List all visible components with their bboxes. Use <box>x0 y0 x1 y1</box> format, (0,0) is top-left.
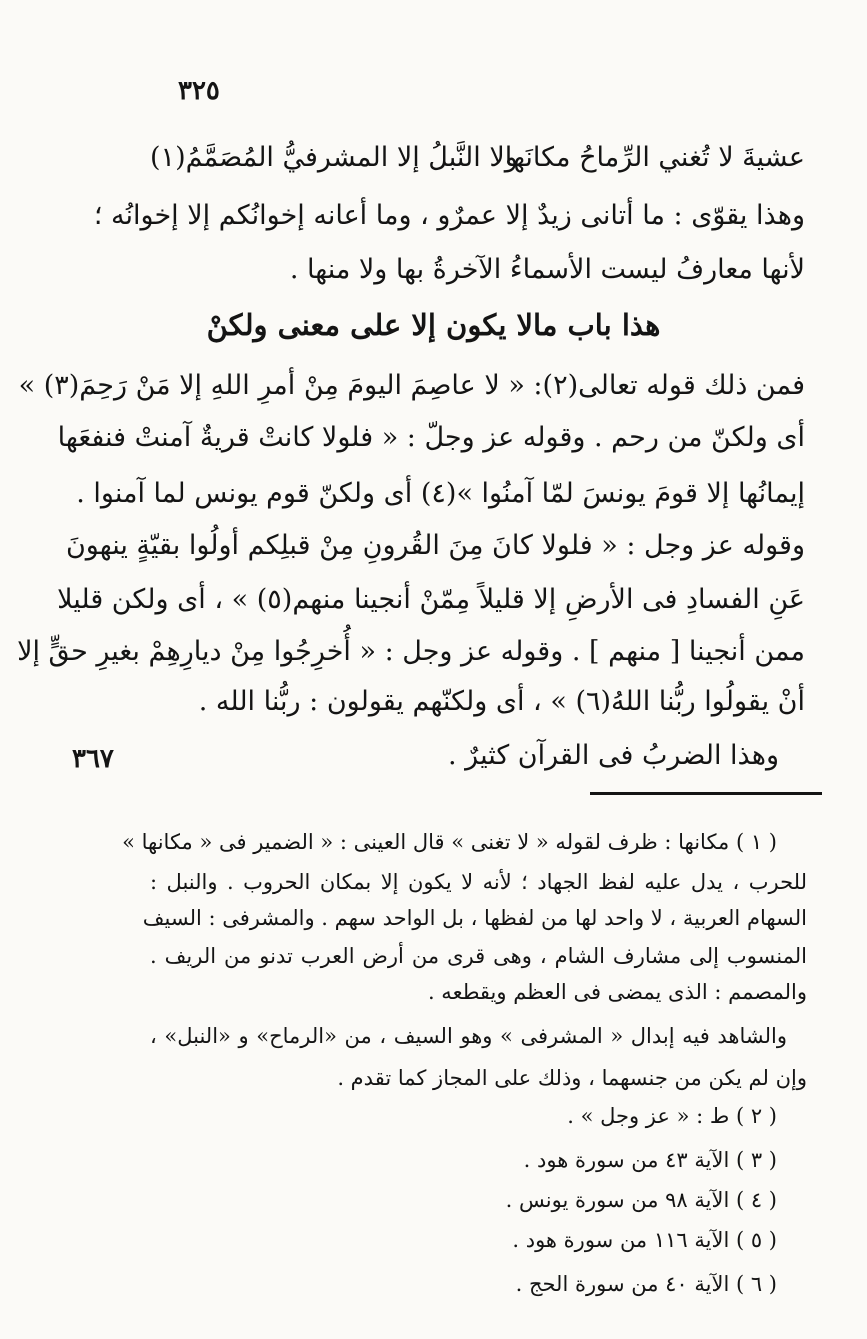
margin-number: ٣٦٧ <box>72 744 114 774</box>
body-line: أى ولكنّ من رحم . وقوله عز وجلّ : « فلولا كانتْ قريةٌ آمنتْ فنفعَها <box>57 422 805 453</box>
verse-first-hemistich: عشيةَ لا تُغني الرِّماحُ مكانَها <box>504 142 805 173</box>
footnote-reference: ( ٢ ) ط : « عز وجل » . <box>567 1104 777 1128</box>
footnote-reference: ( ٥ ) الآية ١١٦ من سورة هود . <box>512 1228 777 1252</box>
section-heading: هذا باب مالا يكون إلا على معنى ولكنْ <box>206 308 661 342</box>
verse-second-hemistich: ولا النَّبلُ إلا المشرفيُّ المُصَمَّمُ(١) <box>150 142 518 173</box>
footnote-reference: ( ٦ ) الآية ٤٠ من سورة الحج . <box>515 1272 777 1296</box>
footnote-line: للحرب ، يدل عليه لفظ الجهاد ؛ لأنه لا يكون إلا بمكان الحروب . والنبل : <box>150 870 807 894</box>
footnote-reference: ( ٣ ) الآية ٤٣ من سورة هود . <box>523 1148 777 1172</box>
page-number: ٣٢٥ <box>178 76 220 106</box>
footnote-line: السهام العربية ، لا واحد لها من لفظها ، بل الواحد سهم . والمشرفى : السيف <box>142 906 807 930</box>
body-line: ممن أنجينا [ منهم ] . وقوله عز وجل : « أُخرِجُوا مِنْ ديارِهِمْ بغيرِ حقٍّ إلا <box>17 636 805 667</box>
footnote-reference: ( ٤ ) الآية ٩٨ من سورة يونس . <box>505 1188 777 1212</box>
footnote-line: ( ١ ) مكانها : ظرف لقوله « لا تغنى » قال العينى : « الضمير فى « مكانها » <box>122 830 777 854</box>
body-line: وقوله عز وجل : « فلولا كانَ مِنَ القُرونِ مِنْ قبلِكم أولُوا بقيّةٍ ينهونَ <box>65 530 805 561</box>
body-line: فمن ذلك قوله تعالى(٢): « لا عاصِمَ اليومَ مِنْ أمرِ اللهِ إلا مَنْ رَحِمَ(٣) » <box>18 370 805 401</box>
footnote-line: وإن لم يكن من جنسهما ، وذلك على المجاز كما تقدم . <box>337 1066 807 1090</box>
body-line: عَنِ الفسادِ فى الأرضِ إلا قليلاً مِمّنْ أنجينا منهم(٥) » ، أى ولكن قليلا <box>57 584 805 615</box>
footnote-line: والشاهد فيه إبدال « المشرفى » وهو السيف ، من «الرماح» و «النبل» ، <box>150 1024 787 1048</box>
body-top-line: وهذا يقوّى : ما أتانى زيدٌ إلا عمرٌو ، وما أعانه إخوانُكم إلا إخوانُه ؛ <box>93 200 805 231</box>
footnote-line: المنسوب إلى مشارف الشام ، وهى قرى من أرض العرب تدنو من الريف . <box>150 944 807 968</box>
body-line: أنْ يقولُوا ربُّنا اللهُ(٦) » ، أى ولكنّهم يقولون : ربُّنا الله . <box>198 686 805 717</box>
footnote-line: والمصمم : الذى يمضى فى العظم ويقطعه . <box>427 980 807 1004</box>
body-last-line: وهذا الضربُ فى القرآن كثيرٌ . <box>448 740 779 771</box>
footnote-separator <box>590 792 822 795</box>
body-line: إيمانُها إلا قومَ يونسَ لمّا آمنُوا »(٤) أى ولكنّ قوم يونس لما آمنوا . <box>76 478 805 509</box>
body-top-line: لأنها معارفُ ليست الأسماءُ الآخرةُ بها ولا منها . <box>289 254 805 285</box>
